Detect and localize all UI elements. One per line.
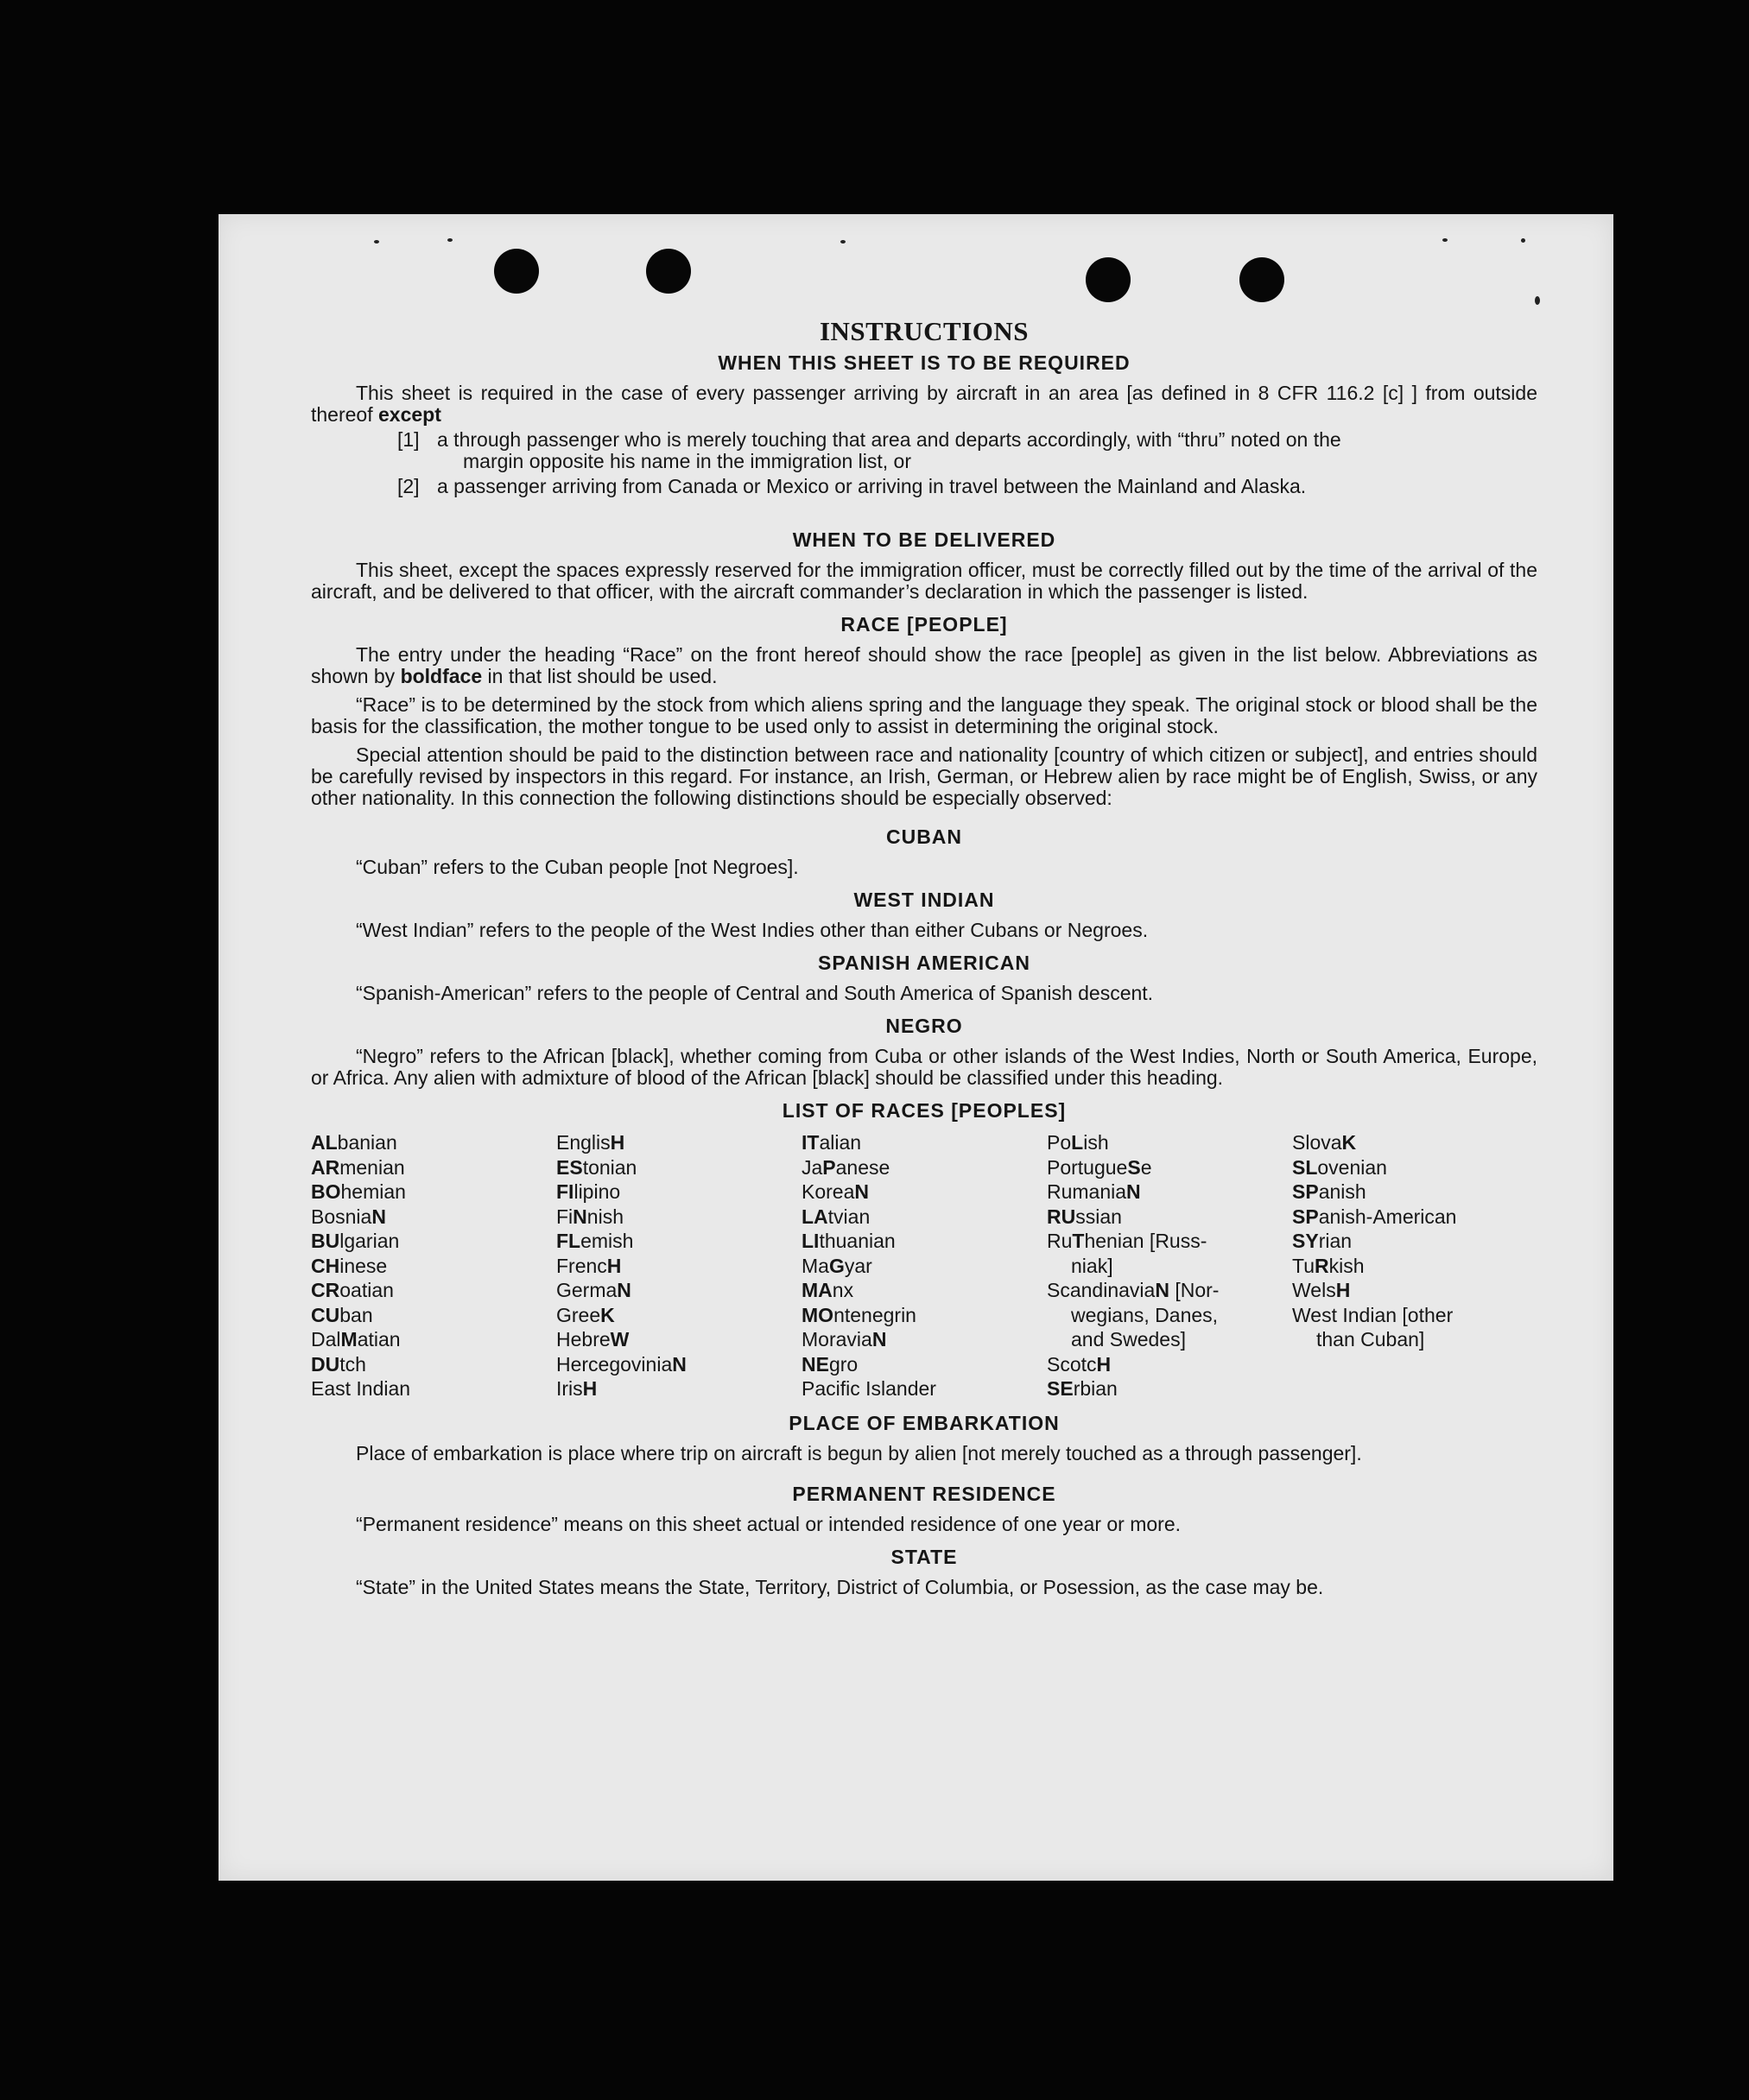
instructions-content (311, 316, 1537, 1598)
race-name-part: tonian (582, 1155, 637, 1179)
race-name-part: ban (339, 1303, 373, 1326)
race-entry (1047, 1278, 1292, 1303)
race-abbreviation: N (672, 1352, 687, 1376)
race-abbreviation: K (1341, 1131, 1357, 1154)
heading-embarkation: PLACE OF EMBARKATION (789, 1411, 1060, 1434)
race-abbreviation: M (340, 1328, 358, 1350)
races-column (311, 1130, 556, 1401)
races-column (1292, 1130, 1537, 1401)
race-entry (556, 1130, 802, 1155)
race-abbreviation: N (573, 1205, 587, 1228)
race-name-part: anish-American (1318, 1205, 1457, 1228)
race-name-part: Fi (556, 1205, 573, 1228)
race-name-part: than Cuban] (1316, 1328, 1425, 1350)
race-name-part: oatian (339, 1279, 394, 1301)
punch-hole-4 (1239, 257, 1284, 302)
race-abbreviation: N (871, 1328, 887, 1350)
race-entry (556, 1254, 802, 1279)
race-name-part: atian (357, 1328, 401, 1350)
race-abbreviation: CH (311, 1254, 340, 1277)
heading-negro: NEGRO (885, 1015, 963, 1037)
item-number: [2] (397, 475, 420, 497)
heading-list-of-races: LIST OF RACES [PEOPLES] (782, 1099, 1067, 1122)
item-text-continued: margin opposite his name in the immigration list, or (463, 450, 912, 472)
race-name-part: Frenc (556, 1254, 607, 1277)
race-abbreviation: H (1335, 1279, 1351, 1301)
scan-speck (1442, 238, 1448, 242)
race-name-part: Iris (556, 1377, 583, 1400)
punch-hole-1 (494, 249, 539, 294)
scan-speck (374, 240, 379, 244)
item-number: [1] (397, 428, 420, 451)
race-name-part: Portugue (1047, 1155, 1128, 1179)
races-column (1047, 1130, 1292, 1401)
race-entry (1292, 1303, 1537, 1328)
except-bold: except (378, 403, 441, 426)
race-entry (1292, 1180, 1537, 1205)
race-name-part: rbian (1073, 1377, 1118, 1400)
race-name-part: inese (339, 1254, 388, 1277)
race-name-part: menian (339, 1155, 405, 1179)
race-entry (802, 1352, 1047, 1377)
race-name-part: yar (844, 1254, 872, 1277)
race-abbreviation: LA (802, 1205, 828, 1228)
race-entry (1047, 1155, 1292, 1180)
race-name-part: hemian (340, 1180, 406, 1203)
race-name-part: Pacific Islander (802, 1377, 936, 1400)
scan-speck (840, 240, 846, 244)
scan-speck (1521, 238, 1525, 243)
item-text: a through passenger who is merely touching that area and departs accordingly, with “thru” noted on the (437, 428, 1341, 451)
race-abbreviation: FI (556, 1180, 574, 1203)
race-abbreviation: CR (311, 1279, 340, 1301)
spanish-american-text: “Spanish-American” refers to the people of Central and South America of Spanish descent. (356, 982, 1154, 1004)
race-entry (311, 1130, 556, 1155)
race-entry (311, 1303, 556, 1328)
race-entry (802, 1303, 1047, 1328)
race-entry (556, 1180, 802, 1205)
race-paragraph-2: “Race” is to be determined by the stock from which aliens spring and the language they speak. The original stock or blood shall be the basis for the classification, the mother tongue to be used only to assist in determining the original stock. (311, 693, 1537, 737)
race-abbreviation: CU (311, 1303, 340, 1326)
race-entry (802, 1130, 1047, 1155)
race-entry (1047, 1254, 1292, 1279)
race-abbreviation: SY (1292, 1230, 1319, 1252)
race-name-part: tch (339, 1352, 366, 1376)
race-entry (1047, 1376, 1292, 1401)
race-abbreviation: BU (311, 1230, 340, 1252)
races-list (311, 1130, 1537, 1401)
race-abbreviation: N (1126, 1180, 1141, 1203)
race-entry (1292, 1254, 1537, 1279)
races-column (802, 1130, 1047, 1401)
race-abbreviation: MO (802, 1303, 834, 1326)
heading-west-indian: WEST INDIAN (853, 889, 995, 911)
race-entry (1292, 1130, 1537, 1155)
race-name-part: Korea (802, 1180, 855, 1203)
race-name-part: alian (819, 1131, 862, 1154)
punch-hole-2 (646, 249, 691, 294)
race-abbreviation: ES (556, 1155, 583, 1179)
race-abbreviation: AR (311, 1155, 340, 1179)
race-entry (556, 1229, 802, 1254)
race-entry (556, 1205, 802, 1230)
race-name-part: thuanian (819, 1230, 896, 1252)
heading-when-required: WHEN THIS SHEET IS TO BE REQUIRED (718, 351, 1131, 374)
punch-hole-3 (1086, 257, 1131, 302)
race-name-part: Ma (802, 1254, 829, 1277)
race-name-part: Moravia (802, 1328, 872, 1350)
race-entry (802, 1155, 1047, 1180)
race-abbreviation: T (1072, 1230, 1085, 1252)
race-name-part: Dal (311, 1328, 341, 1350)
race-name-part: rian (1318, 1230, 1353, 1252)
race-entry (556, 1327, 802, 1352)
race-name-part: Scandinavia (1047, 1279, 1156, 1301)
race-name-part: henian [Russ- (1084, 1230, 1207, 1252)
race-name-part: emish (580, 1230, 634, 1252)
race-name-part: Hercegovinia (556, 1352, 673, 1376)
race-name-part: wegians, Danes, (1071, 1303, 1219, 1326)
race-name-part: anese (835, 1155, 890, 1179)
race-abbreviation: W (610, 1328, 630, 1350)
race-abbreviation: H (1096, 1352, 1112, 1376)
race-name-part: West Indian [other (1292, 1303, 1454, 1326)
race-entry (1047, 1205, 1292, 1230)
race-entry (802, 1327, 1047, 1352)
race-name-part: nx (832, 1279, 854, 1301)
race-entry (802, 1180, 1047, 1205)
race-abbreviation: IT (802, 1131, 820, 1154)
race-abbreviation: H (582, 1377, 598, 1400)
race-abbreviation: SL (1292, 1155, 1318, 1179)
scan-speck (1535, 296, 1540, 305)
race-abbreviation: S (1127, 1155, 1141, 1179)
race-name-part: lipino (573, 1180, 621, 1203)
race-abbreviation: SE (1047, 1377, 1074, 1400)
race-name-part: Ru (1047, 1230, 1073, 1252)
race-abbreviation: MA (802, 1279, 833, 1301)
race-abbreviation: P (822, 1155, 836, 1179)
race-entry (1292, 1229, 1537, 1254)
race-abbreviation: SP (1292, 1205, 1319, 1228)
race-entry (311, 1254, 556, 1279)
race-name-part: anish (1318, 1180, 1366, 1203)
race-name-part: Wels (1292, 1279, 1336, 1301)
boldface-word: boldface (400, 665, 483, 687)
heading-state: STATE (890, 1545, 958, 1568)
race-entry (311, 1352, 556, 1377)
race-name-part: Englis (556, 1131, 611, 1154)
race-abbreviation: NE (802, 1352, 829, 1376)
race-name-part: gro (828, 1352, 859, 1376)
race-abbreviation: L (1071, 1131, 1084, 1154)
race-paragraph-1: The entry under the heading “Race” on the front hereof should show the race [people] as given in the list below. Abbreviations as shown by boldface in that list should be used. (311, 643, 1537, 687)
race-name-part: [Nor- (1169, 1279, 1220, 1301)
document-sheet (219, 214, 1613, 1881)
heading-race: RACE [PEOPLE] (840, 613, 1008, 636)
race-abbreviation: R (1315, 1254, 1329, 1277)
race-name-part: Bosnia (311, 1205, 372, 1228)
race-entry (311, 1278, 556, 1303)
race-entry (311, 1205, 556, 1230)
item-text: a passenger arriving from Canada or Mexico or arriving in travel between the Mainland and Alaska. (437, 475, 1307, 497)
race-abbreviation: N (854, 1180, 869, 1203)
race-name-part: kish (1328, 1254, 1365, 1277)
race-name-part: Po (1047, 1131, 1072, 1154)
race-entry (1047, 1352, 1292, 1377)
heading-cuban: CUBAN (885, 825, 963, 848)
race-name-part: East Indian (311, 1377, 411, 1400)
race-entry (556, 1155, 802, 1180)
race-name-part: Gree (556, 1303, 601, 1326)
race-abbreviation: N (371, 1205, 386, 1228)
race-abbreviation: DU (311, 1352, 340, 1376)
race-name-part: Germa (556, 1279, 618, 1301)
race-abbreviation: AL (311, 1131, 338, 1154)
race-entry (802, 1205, 1047, 1230)
race-abbreviation: SP (1292, 1180, 1319, 1203)
race-entry (311, 1376, 556, 1401)
page-title: INSTRUCTIONS (819, 316, 1029, 346)
cuban-text: “Cuban” refers to the Cuban people [not Negroes]. (356, 856, 799, 878)
race-paragraph-3: Special attention should be paid to the distinction between race and nationality [country of which citizen or subject], and entries should be carefully revised by inspectors in this regard. For instance, an Irish, German, or Hebrew alien by race might be of English, Swiss, or any other nationality. In this connection the following distinctions should be especially observed: (311, 743, 1537, 809)
race-abbreviation: FL (556, 1230, 581, 1252)
race-name-part: niak] (1071, 1254, 1113, 1277)
race-entry (1047, 1303, 1292, 1328)
races-column (556, 1130, 802, 1401)
heading-spanish-american: SPANISH AMERICAN (817, 952, 1030, 974)
race-entry (1292, 1278, 1537, 1303)
race-name-part: Hebre (556, 1328, 611, 1350)
residence-text: “Permanent residence” means on this sheet actual or intended residence of one year or more. (356, 1512, 1182, 1535)
race-name-part: Ja (802, 1155, 823, 1179)
race-name-part: Slova (1292, 1131, 1342, 1154)
race-abbreviation: G (828, 1254, 845, 1277)
race-name-part: banian (337, 1131, 397, 1154)
scan-speck (447, 238, 453, 242)
race-entry (802, 1278, 1047, 1303)
race-entry (556, 1303, 802, 1328)
race-entry (1047, 1229, 1292, 1254)
race-name-part: ssian (1075, 1205, 1122, 1228)
race-abbreviation: BO (311, 1180, 341, 1203)
state-text: “State” in the United States means the State, Territory, District of Columbia, or Posession, as the case may be. (356, 1575, 1324, 1598)
race-name-part: Scotc (1047, 1352, 1097, 1376)
delivered-text: This sheet, except the spaces expressly reserved for the immigration officer, must be correctly filled out by the time of the arrival of the aircraft, and be delivered to that officer, with the aircraft commander’s declaration in which the passenger is listed. (311, 559, 1537, 603)
race-entry (1292, 1155, 1537, 1180)
race-entry (556, 1376, 802, 1401)
race-abbreviation: H (606, 1254, 622, 1277)
race-abbreviation: N (617, 1279, 631, 1301)
heading-when-delivered: WHEN TO BE DELIVERED (792, 528, 1056, 551)
race-abbreviation: RU (1047, 1205, 1076, 1228)
heading-permanent-residence: PERMANENT RESIDENCE (792, 1482, 1056, 1505)
race-name-part: Tu (1292, 1254, 1315, 1277)
race-entry (1292, 1205, 1537, 1230)
race-entry (311, 1180, 556, 1205)
exception-item-2 (311, 476, 1537, 497)
race-name-part: e (1140, 1155, 1152, 1179)
embarkation-text: Place of embarkation is place where trip on aircraft is begun by alien [not merely touched as a through passenger]. (356, 1441, 1362, 1464)
race-name-part: nish (586, 1205, 624, 1228)
race-entry (1047, 1130, 1292, 1155)
race-entry (802, 1254, 1047, 1279)
race-abbreviation: K (600, 1303, 615, 1326)
exception-item-1 (311, 429, 1537, 472)
race-entry (1047, 1180, 1292, 1205)
race-abbreviation: LI (802, 1230, 820, 1252)
race-entry (802, 1376, 1047, 1401)
race-entry (556, 1278, 802, 1303)
race-name-part: lgarian (339, 1230, 400, 1252)
race-abbreviation: N (1155, 1279, 1169, 1301)
race-entry (1047, 1327, 1292, 1352)
race-entry (1292, 1327, 1537, 1352)
race-name-part: ntenegrin (833, 1303, 916, 1326)
race-entry (311, 1229, 556, 1254)
race-name-part: tvian (827, 1205, 871, 1228)
race-name-part: Rumania (1047, 1180, 1127, 1203)
required-intro: This sheet is required in the case of every passenger arriving by aircraft in an area [as defined in 8 CFR 116.2 [c] ] from outside thereof except (311, 382, 1537, 426)
west-indian-text: “West Indian” refers to the people of the West Indies other than either Cubans or Negroes. (356, 919, 1149, 941)
race-name-part: ovenian (1317, 1155, 1387, 1179)
race-abbreviation: H (610, 1131, 625, 1154)
race-entry (311, 1327, 556, 1352)
race-name-part: and Swedes] (1071, 1328, 1186, 1350)
race-entry (556, 1352, 802, 1377)
race-entry (802, 1229, 1047, 1254)
race-name-part: ish (1083, 1131, 1109, 1154)
race-entry (311, 1155, 556, 1180)
negro-text: “Negro” refers to the African [black], whether coming from Cuba or other islands of the West Indies, North or South America, Europe, or Africa. Any alien with admixture of blood of the African [black] should be classified under this heading. (311, 1045, 1537, 1089)
